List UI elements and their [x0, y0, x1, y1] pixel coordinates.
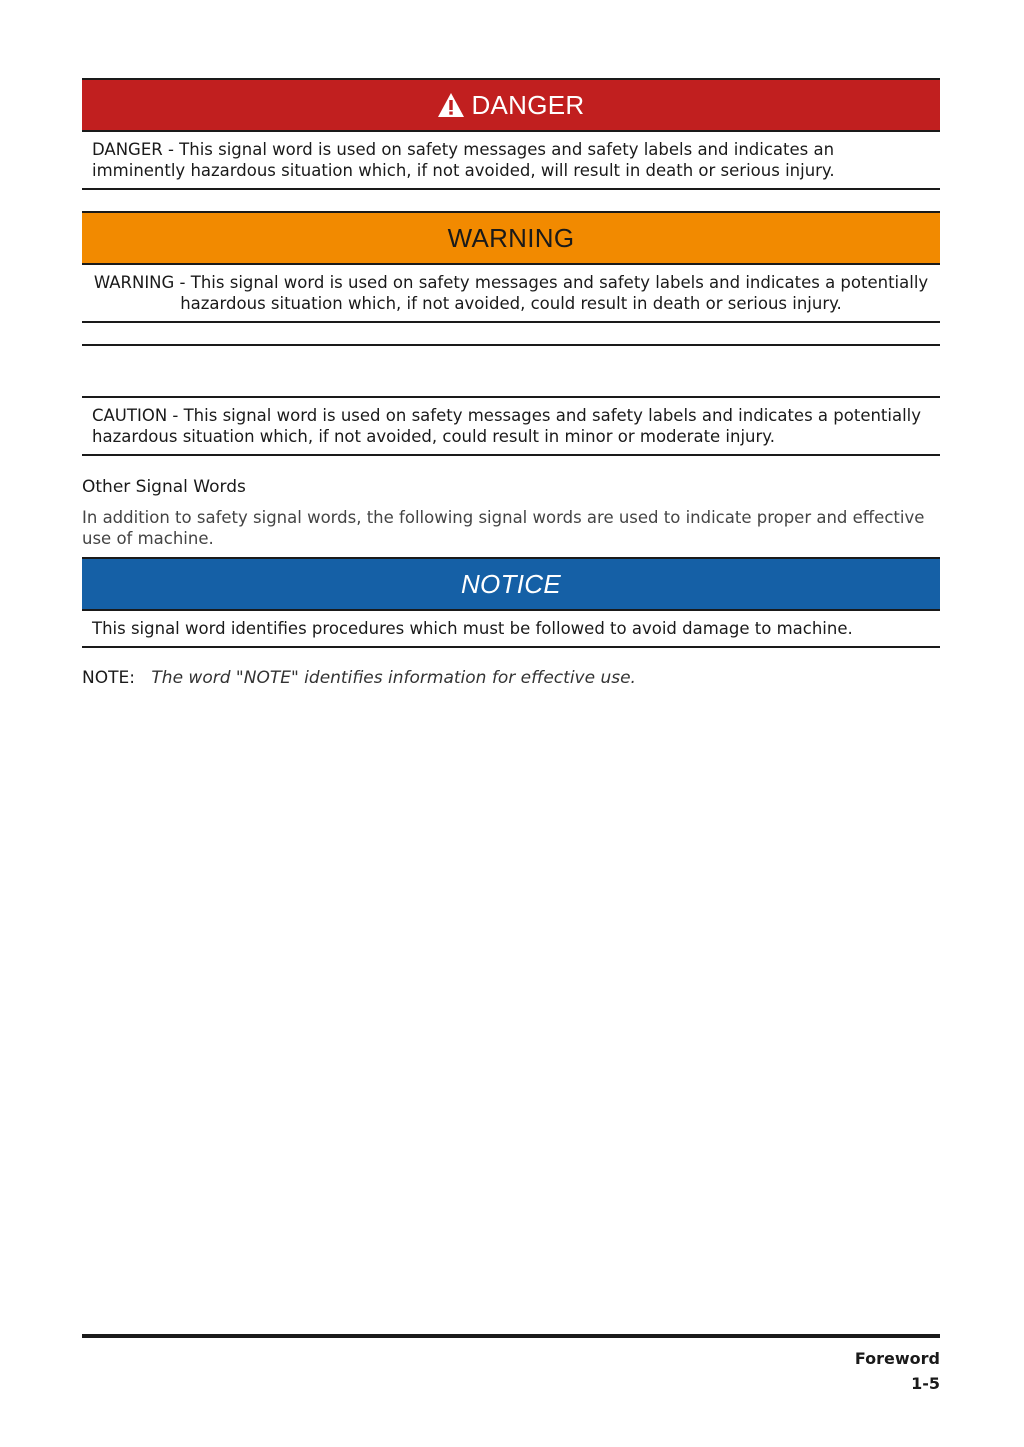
danger-message: DANGER - This signal word is used on safety messages and safety labels and indicates an imminently hazardous situation which, if not avoided, will result in death or serious injury. — [82, 132, 940, 190]
footer-section: Foreword — [854, 1349, 940, 1368]
caution-message: CAUTION - This signal word is used on safety messages and safety labels and indicates a potentially hazardous situation which, if not avoided, could result in minor or moderate injury. — [82, 398, 940, 456]
notice-header — [82, 557, 940, 611]
danger-panel — [82, 78, 940, 190]
notice-title: NOTICE — [460, 568, 562, 599]
note-line — [82, 668, 940, 688]
caution-panel — [82, 344, 940, 456]
warning-panel — [82, 211, 940, 323]
other-signal-words-text: In addition to safety signal words, the following signal words are used to indicate proper and effective use of machine. — [82, 508, 925, 548]
warning-triangle-icon — [437, 92, 465, 118]
note-label: NOTE: — [82, 668, 135, 688]
warning-title: WARNING — [447, 222, 575, 253]
notice-panel — [82, 557, 940, 648]
page-number: 1-5 — [911, 1374, 940, 1393]
danger-title: DANGER — [471, 89, 585, 120]
footer-rule — [82, 1334, 940, 1338]
danger-header — [82, 78, 940, 132]
caution-header — [82, 344, 940, 398]
note-text: The word "NOTE" identifies information for effective use. — [151, 668, 636, 688]
other-signal-words-heading: Other Signal Words — [82, 477, 246, 497]
warning-message: WARNING - This signal word is used on safety messages and safety labels and indicates a potentially hazardous situation which, if not avoided, could result in death or serious injury. — [82, 265, 940, 323]
notice-message: This signal word identifies procedures which must be followed to avoid damage to machine. — [82, 611, 940, 648]
warning-header — [82, 211, 940, 265]
